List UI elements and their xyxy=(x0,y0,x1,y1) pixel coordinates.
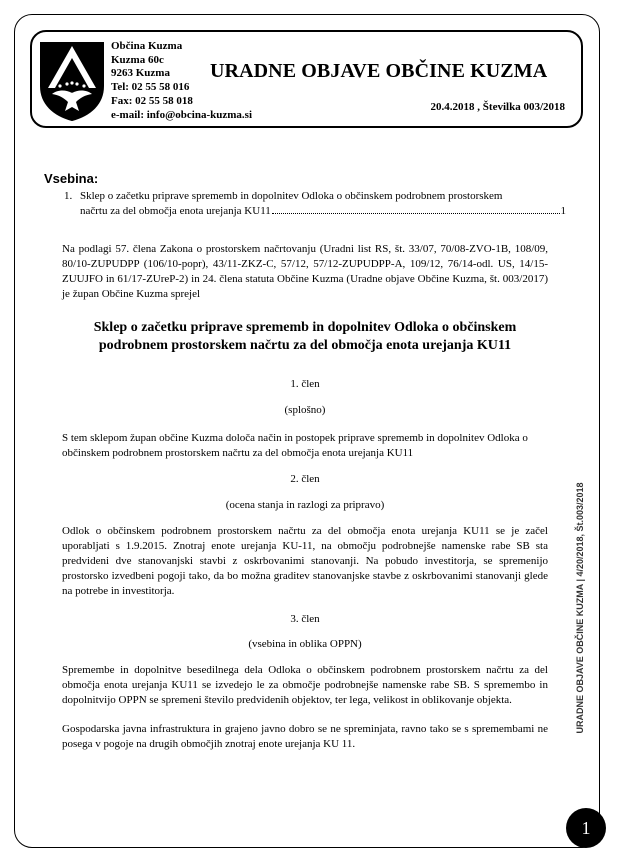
page-number-badge: 1 xyxy=(566,808,606,848)
address-line: Kuzma 60c xyxy=(111,53,164,66)
preamble-paragraph: Na podlagi 57. člena Zakona o prostorskem načrtovanju (Uradni list RS, št. 33/07, 70/08-ZVO-1B, 108/09, 80/10-ZUPUDPP (106/10-popr), 43/11-ZKZ-C, 57/12, 57/12-ZUPUDPP-A, 109/12, 76/14-odl. US, 14/15-ZUUJFO in 61/17-ZUreP-2) in 24. člena statuta Občine Kuzma (Uradne objave Občine Kuzma, št. 003/2017) je župan Občine Kuzma sprejel xyxy=(62,243,548,300)
municipal-crest-icon xyxy=(38,40,106,122)
article-3-paragraph-1: Spremembe in dopolnitve besedilnega dela Odloka o občinskem podrobnem prostorskem načrtu za del območja enota urejanja KU11 se izvedejo le za območje podrobnejše namenske rabe SB. S spremembo in dopolnitvijo OPPN se spremeni število predvidenih objektov, ter lega, velikost in oblikovanje objekta. xyxy=(62,664,548,706)
article-3-paragraph-2: Gospodarska javna infrastruktura in grajeno javno dobro se ne spreminjata, ravno tako se s spremembami ne posega v pogoje na drugih območjih znotraj enote urejanja KU 11. xyxy=(62,723,548,750)
article-2-paragraph: Odlok o občinskem podrobnem prostorskem načrtu za del območja enota urejanja KU11 se je začel uporabljati s 1.9.2015. Znotraj enote urejanja KU-11, na območju podrobnejše namenske rabe SB sta predvideni dve stanovanjski stavbi z oskrbovanimi stanovanji. Na pobudo investitorja, se spremenijo prostorsko izvedbeni pogoji tako, da bo možna graditev stanovanjske stavbe z oskrbovanimi stanovanji glede na potrebe in investitorja. xyxy=(62,525,548,597)
toc-entry-number: 1. xyxy=(64,190,73,202)
municipality-name: Občina Kuzma xyxy=(111,40,183,52)
document-title: Sklep o začetku priprave sprememb in dopolnitev Odloka o občinskem podrobnem prostorskem načrtu za del območja enota urejanja KU11 xyxy=(93,320,517,353)
toc-entry-title-line1: Sklep o začetku priprave sprememb in dopolnitev Odloka o občinskem podrobnem prostorskem xyxy=(80,190,503,202)
issue-date-number: 20.4.2018 , Številka 003/2018 xyxy=(430,101,565,113)
toc-heading: Vsebina: xyxy=(44,171,99,186)
article-1-paragraph: S tem sklepom župan občine Kuzma določa način in postopek priprave sprememb in dopolnitev Odloka o občinskem podrobnem prostorskem načrtu za del območja enota urejanja KU11 xyxy=(62,432,528,459)
toc-entry-page: 1 xyxy=(560,205,566,217)
fax-line: Fax: 02 55 58 018 xyxy=(111,94,193,107)
toc-entry-title-line2: načrtu za del območja enota urejanja KU11 xyxy=(80,205,271,217)
postal-line: 9263 Kuzma xyxy=(111,67,170,80)
article-1-label: 1. člen xyxy=(290,378,320,390)
article-2-label: 2. člen xyxy=(290,473,320,485)
vertical-side-label: URADNE OBJAVE OBČINE KUZMA | 4/20/2018, Št.003/2018 xyxy=(575,482,585,734)
email-line[interactable]: e-mail: info@obcina-kuzma.si xyxy=(111,108,253,121)
article-3-subtitle: (vsebina in oblika OPPN) xyxy=(248,638,362,650)
phone-line: Tel: 02 55 58 016 xyxy=(111,81,190,94)
article-2-subtitle: (ocena stanja in razlogi za pripravo) xyxy=(225,499,385,511)
publication-title: URADNE OBJAVE OBČINE KUZMA xyxy=(210,60,548,82)
article-3-label: 3. člen xyxy=(290,613,320,625)
toc-leader-dots xyxy=(272,213,560,214)
article-1-subtitle: (splošno) xyxy=(284,404,326,416)
